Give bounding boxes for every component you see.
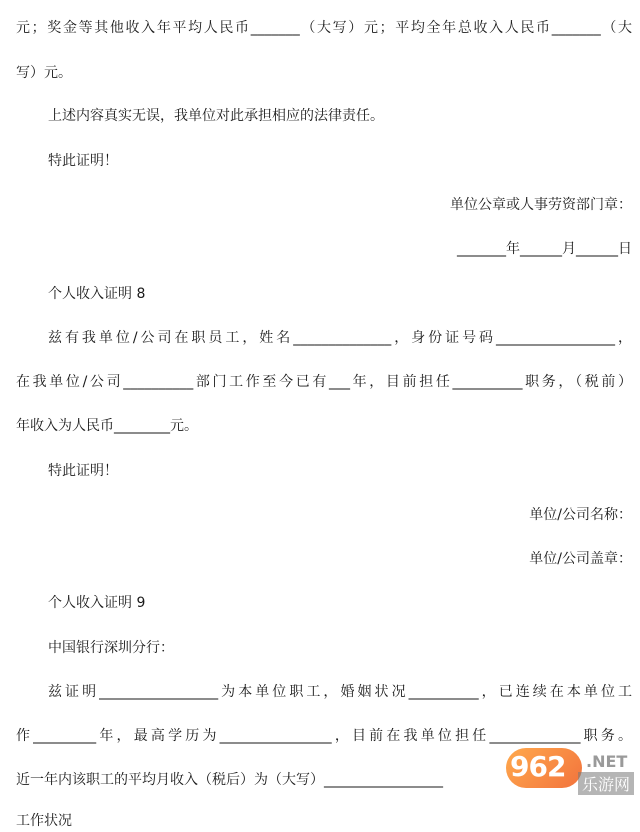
date-line: _______年______月______日 (457, 241, 632, 257)
paragraph-line: 特此证明！ (48, 463, 118, 479)
paragraph-line: 特此证明！ (48, 153, 118, 169)
paragraph-line: 中国银行深圳分行： (48, 640, 174, 656)
signature-line: 单位公章或人事劳资部门章： (450, 197, 632, 213)
watermark-site-name: 乐游网 (578, 772, 634, 795)
paragraph-line: 作_________年，最高学历为________________，目前在我单位担任_____________职务。 (16, 728, 632, 744)
site-watermark (500, 744, 640, 820)
signature-line: 单位/公司盖章： (529, 551, 632, 567)
paragraph-line: 在我单位/公司__________部门工作至今已有___年，目前担任__________职务，（税前） (16, 374, 632, 390)
paragraph-line: 年收入为人民币________元。 (16, 418, 198, 434)
watermark-logo-suffix: .NET (586, 752, 628, 771)
signature-line: 单位/公司名称： (529, 507, 632, 523)
section-heading: 个人收入证明 9 (48, 595, 146, 611)
paragraph-line: 上述内容真实无误，我单位对此承担相应的法律责任。 (48, 108, 384, 124)
paragraph-line: 工作状况 (16, 813, 72, 829)
watermark-logo-text: 962 (510, 750, 566, 783)
section-heading: 个人收入证明 8 (48, 286, 146, 302)
paragraph-line: 写）元。 (16, 65, 72, 81)
paragraph-line: 兹证明_________________为本单位职工，婚姻状况__________，已连续在本单位工 (48, 684, 632, 700)
paragraph-line: 近一年内该职工的平均月收入（税后）为（大写）_________________ (16, 772, 443, 788)
paragraph-line: 兹有我单位/公司在职员工，姓名______________，身份证号码_________________， (48, 330, 632, 346)
paragraph-line: 元；奖金等其他收入年平均人民币_______（大写）元；平均全年总收入人民币_______（大 (16, 20, 632, 36)
